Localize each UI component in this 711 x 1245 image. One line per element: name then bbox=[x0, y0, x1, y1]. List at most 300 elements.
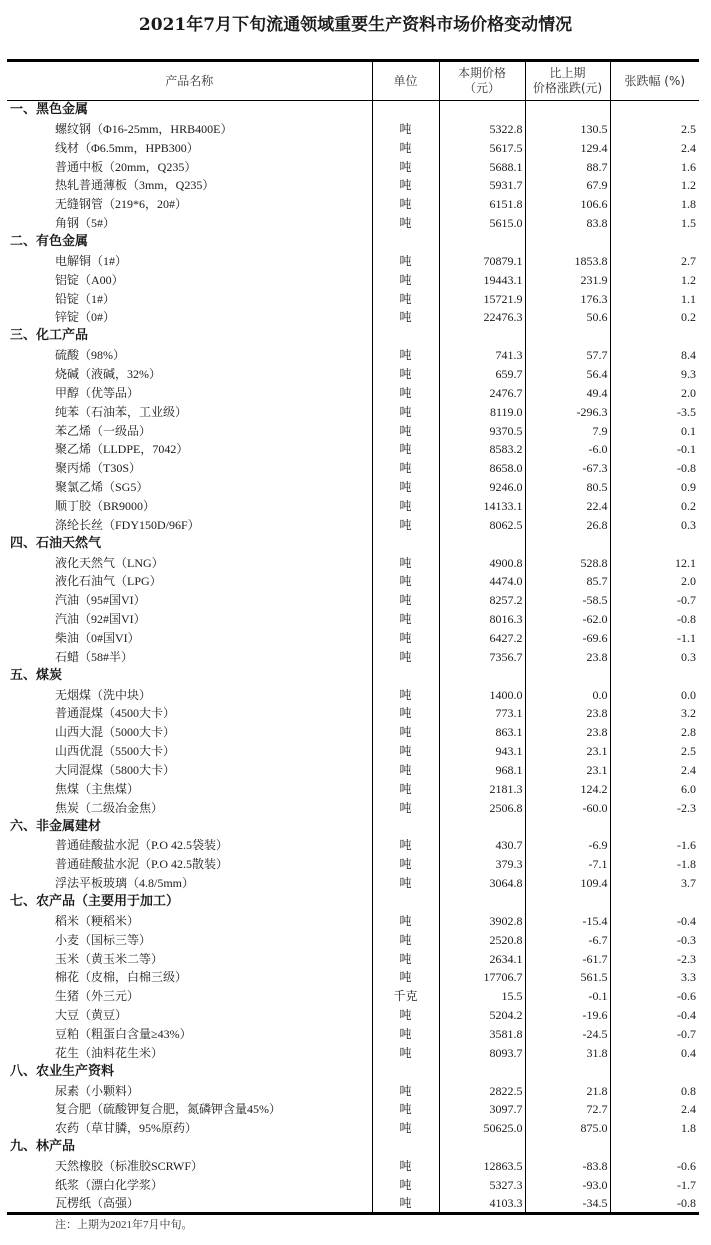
change-percent: 2.4 bbox=[610, 761, 699, 780]
price-change: 109.4 bbox=[525, 874, 610, 893]
unit: 吨 bbox=[372, 610, 439, 629]
unit: 吨 bbox=[372, 195, 439, 214]
price-change: 21.8 bbox=[525, 1081, 610, 1100]
unit: 吨 bbox=[372, 497, 439, 516]
table-row bbox=[7, 1157, 699, 1176]
price-change: -34.5 bbox=[525, 1194, 610, 1213]
current-price: 2181.3 bbox=[439, 779, 525, 798]
header-price-change bbox=[525, 61, 610, 101]
price-change: -62.0 bbox=[525, 610, 610, 629]
section-row bbox=[7, 327, 699, 346]
table-row bbox=[7, 629, 699, 648]
table-row bbox=[7, 685, 699, 704]
empty-cell bbox=[610, 1138, 699, 1157]
price-change: 231.9 bbox=[525, 270, 610, 289]
price-change: 26.8 bbox=[525, 515, 610, 534]
price-change: 83.8 bbox=[525, 214, 610, 233]
table-row bbox=[7, 987, 699, 1006]
change-percent: -0.7 bbox=[610, 591, 699, 610]
product-name: 焦煤（主焦煤） bbox=[55, 781, 140, 796]
unit: 吨 bbox=[372, 459, 439, 478]
empty-cell bbox=[372, 233, 439, 252]
change-percent: -0.3 bbox=[610, 930, 699, 949]
unit: 吨 bbox=[372, 855, 439, 874]
empty-cell bbox=[439, 233, 525, 252]
product-name: 普通混煤（4500大卡） bbox=[55, 706, 176, 721]
product-name: 花生（油料花生米） bbox=[55, 1045, 164, 1060]
current-price: 8658.0 bbox=[439, 459, 525, 478]
price-change: 72.7 bbox=[525, 1100, 610, 1119]
product-name: 山西大混（5000大卡） bbox=[55, 725, 176, 740]
header-price-change-line2: 价格涨跌(元) bbox=[532, 81, 603, 95]
current-price: 3097.7 bbox=[439, 1100, 525, 1119]
change-percent: 1.8 bbox=[610, 1119, 699, 1138]
current-price: 8062.5 bbox=[439, 515, 525, 534]
unit: 吨 bbox=[372, 930, 439, 949]
table-row bbox=[7, 1194, 699, 1213]
table-row bbox=[7, 855, 699, 874]
section-title: 九、林产品 bbox=[10, 1139, 76, 1155]
unit: 吨 bbox=[372, 270, 439, 289]
price-change: 561.5 bbox=[525, 968, 610, 987]
price-change: 88.7 bbox=[525, 157, 610, 176]
price-change: 56.4 bbox=[525, 365, 610, 384]
product-name: 普通硅酸盐水泥（P.O 42.5散装） bbox=[55, 857, 229, 872]
unit: 吨 bbox=[372, 761, 439, 780]
unit: 吨 bbox=[372, 214, 439, 233]
section-row bbox=[7, 1138, 699, 1157]
unit: 吨 bbox=[372, 402, 439, 421]
change-percent: -0.1 bbox=[610, 440, 699, 459]
current-price: 8093.7 bbox=[439, 1043, 525, 1062]
table-row bbox=[7, 1175, 699, 1194]
unit: 吨 bbox=[372, 1119, 439, 1138]
price-change: -6.0 bbox=[525, 440, 610, 459]
page-title: 2021年7月下旬流通领域重要生产资料市场价格变动情况 bbox=[138, 15, 573, 35]
table-row bbox=[7, 1100, 699, 1119]
current-price: 8016.3 bbox=[439, 610, 525, 629]
product-name: 聚丙烯（T30S） bbox=[55, 461, 142, 476]
change-percent: 1.1 bbox=[610, 289, 699, 308]
price-change: -19.6 bbox=[525, 1006, 610, 1025]
table-row bbox=[7, 421, 699, 440]
empty-cell bbox=[372, 327, 439, 346]
unit: 吨 bbox=[372, 157, 439, 176]
price-change: 67.9 bbox=[525, 176, 610, 195]
header-product-name: 产品名称 bbox=[7, 61, 372, 101]
price-change: 23.8 bbox=[525, 647, 610, 666]
change-percent: 0.1 bbox=[610, 421, 699, 440]
unit: 吨 bbox=[372, 572, 439, 591]
current-price: 5204.2 bbox=[439, 1006, 525, 1025]
change-percent: 0.3 bbox=[610, 647, 699, 666]
unit: 吨 bbox=[372, 949, 439, 968]
change-percent: -1.6 bbox=[610, 836, 699, 855]
product-name: 顺丁胶（BR9000） bbox=[55, 498, 156, 513]
section-row bbox=[7, 534, 699, 553]
table-row bbox=[7, 402, 699, 421]
current-price: 4474.0 bbox=[439, 572, 525, 591]
empty-cell bbox=[610, 101, 699, 120]
price-change: -6.7 bbox=[525, 930, 610, 949]
table-row bbox=[7, 478, 699, 497]
change-percent: 1.2 bbox=[610, 176, 699, 195]
empty-cell bbox=[439, 666, 525, 685]
product-name: 生猪（外三元） bbox=[55, 989, 140, 1004]
current-price: 2476.7 bbox=[439, 383, 525, 402]
current-price: 4103.3 bbox=[439, 1194, 525, 1213]
change-percent: 0.0 bbox=[610, 685, 699, 704]
product-name: 棉花（皮棉，白棉三级） bbox=[55, 970, 188, 985]
change-percent: -0.4 bbox=[610, 1006, 699, 1025]
current-price: 7356.7 bbox=[439, 647, 525, 666]
unit: 吨 bbox=[372, 289, 439, 308]
change-percent: 8.4 bbox=[610, 346, 699, 365]
section-title: 三、化工产品 bbox=[10, 328, 89, 344]
price-change: -69.6 bbox=[525, 629, 610, 648]
unit: 吨 bbox=[372, 440, 439, 459]
current-price: 6151.8 bbox=[439, 195, 525, 214]
table-row bbox=[7, 270, 699, 289]
table-row bbox=[7, 214, 699, 233]
product-name: 普通中板（20mm，Q235） bbox=[55, 159, 197, 174]
empty-cell bbox=[525, 327, 610, 346]
unit: 吨 bbox=[372, 779, 439, 798]
current-price: 50625.0 bbox=[439, 1119, 525, 1138]
empty-cell bbox=[525, 817, 610, 836]
unit: 吨 bbox=[372, 1194, 439, 1213]
empty-cell bbox=[610, 817, 699, 836]
section-title: 五、煤炭 bbox=[10, 667, 63, 683]
current-price: 4900.8 bbox=[439, 553, 525, 572]
current-price: 70879.1 bbox=[439, 251, 525, 270]
price-change: -7.1 bbox=[525, 855, 610, 874]
table-row bbox=[7, 289, 699, 308]
current-price: 773.1 bbox=[439, 704, 525, 723]
current-price: 15.5 bbox=[439, 987, 525, 1006]
current-price: 3581.8 bbox=[439, 1025, 525, 1044]
current-price: 943.1 bbox=[439, 742, 525, 761]
price-change: -58.5 bbox=[525, 591, 610, 610]
unit: 吨 bbox=[372, 591, 439, 610]
price-change: -83.8 bbox=[525, 1157, 610, 1176]
section-row bbox=[7, 101, 699, 120]
change-percent: 1.8 bbox=[610, 195, 699, 214]
table-row bbox=[7, 1119, 699, 1138]
current-price: 6427.2 bbox=[439, 629, 525, 648]
unit: 吨 bbox=[372, 1025, 439, 1044]
change-percent: 3.2 bbox=[610, 704, 699, 723]
section-title: 八、农业生产资料 bbox=[10, 1063, 115, 1079]
unit: 吨 bbox=[372, 421, 439, 440]
product-name: 铝锭（A00） bbox=[55, 272, 124, 287]
table-row bbox=[7, 157, 699, 176]
current-price: 5327.3 bbox=[439, 1175, 525, 1194]
change-percent: 1.5 bbox=[610, 214, 699, 233]
unit: 吨 bbox=[372, 629, 439, 648]
empty-cell bbox=[525, 1138, 610, 1157]
change-percent: 0.3 bbox=[610, 515, 699, 534]
change-percent: -3.5 bbox=[610, 402, 699, 421]
empty-cell bbox=[439, 817, 525, 836]
price-change: 0.0 bbox=[525, 685, 610, 704]
empty-cell bbox=[372, 817, 439, 836]
table-row bbox=[7, 440, 699, 459]
current-price: 15721.9 bbox=[439, 289, 525, 308]
empty-cell bbox=[610, 233, 699, 252]
product-name: 普通硅酸盐水泥（P.O 42.5袋装） bbox=[55, 838, 229, 853]
product-name: 石蜡（58#半） bbox=[55, 649, 134, 664]
table-row bbox=[7, 346, 699, 365]
table-row bbox=[7, 497, 699, 516]
empty-cell bbox=[439, 327, 525, 346]
price-change: 528.8 bbox=[525, 553, 610, 572]
change-percent: 2.5 bbox=[610, 742, 699, 761]
table-row bbox=[7, 742, 699, 761]
product-name: 液化天然气（LNG） bbox=[55, 555, 164, 570]
change-percent: 3.3 bbox=[610, 968, 699, 987]
empty-cell bbox=[439, 534, 525, 553]
empty-cell bbox=[610, 893, 699, 912]
change-percent: 2.0 bbox=[610, 383, 699, 402]
header-change-percent: 张跌幅 (%) bbox=[610, 61, 699, 101]
table-row bbox=[7, 949, 699, 968]
product-name: 无烟煤（洗中块） bbox=[55, 687, 152, 702]
unit: 吨 bbox=[372, 478, 439, 497]
price-change: -60.0 bbox=[525, 798, 610, 817]
table-row bbox=[7, 383, 699, 402]
table-row bbox=[7, 761, 699, 780]
current-price: 5931.7 bbox=[439, 176, 525, 195]
product-name: 大豆（黄豆） bbox=[55, 1008, 128, 1023]
price-change: 23.1 bbox=[525, 742, 610, 761]
section-row bbox=[7, 893, 699, 912]
change-percent: 2.8 bbox=[610, 723, 699, 742]
price-change: 80.5 bbox=[525, 478, 610, 497]
change-percent: -0.8 bbox=[610, 459, 699, 478]
change-percent: 0.4 bbox=[610, 1043, 699, 1062]
product-name: 汽油（95#国VI） bbox=[55, 593, 146, 608]
unit: 吨 bbox=[372, 119, 439, 138]
product-name: 液化石油气（LPG） bbox=[55, 574, 162, 589]
change-percent: 2.0 bbox=[610, 572, 699, 591]
unit: 吨 bbox=[372, 308, 439, 327]
current-price: 8119.0 bbox=[439, 402, 525, 421]
header-price-change-line1: 比上期 bbox=[549, 66, 586, 80]
price-change: -93.0 bbox=[525, 1175, 610, 1194]
product-name: 线材（Φ6.5mm，HPB300） bbox=[55, 140, 199, 155]
empty-cell bbox=[372, 893, 439, 912]
section-title: 六、非金属建材 bbox=[10, 818, 102, 834]
table-row bbox=[7, 836, 699, 855]
table-row bbox=[7, 308, 699, 327]
current-price: 8583.2 bbox=[439, 440, 525, 459]
price-change: -61.7 bbox=[525, 949, 610, 968]
product-name: 小麦（国标三等） bbox=[55, 932, 152, 947]
change-percent: -0.6 bbox=[610, 1157, 699, 1176]
empty-cell bbox=[372, 666, 439, 685]
current-price: 741.3 bbox=[439, 346, 525, 365]
section-title: 二、有色金属 bbox=[10, 233, 89, 249]
section-title: 七、农产品（主要用于加工） bbox=[10, 894, 180, 910]
empty-cell bbox=[610, 1062, 699, 1081]
change-percent: 1.2 bbox=[610, 270, 699, 289]
table-row bbox=[7, 911, 699, 930]
current-price: 659.7 bbox=[439, 365, 525, 384]
product-name: 稻米（粳稻米） bbox=[55, 913, 140, 928]
change-percent: 12.1 bbox=[610, 553, 699, 572]
unit: 吨 bbox=[372, 874, 439, 893]
unit: 吨 bbox=[372, 1175, 439, 1194]
unit: 吨 bbox=[372, 723, 439, 742]
change-percent: -0.8 bbox=[610, 1194, 699, 1213]
unit: 吨 bbox=[372, 176, 439, 195]
empty-cell bbox=[372, 1062, 439, 1081]
change-percent: 0.2 bbox=[610, 497, 699, 516]
product-name: 柴油（0#国VI） bbox=[55, 630, 140, 645]
empty-cell bbox=[439, 1138, 525, 1157]
price-change: 106.6 bbox=[525, 195, 610, 214]
current-price: 5615.0 bbox=[439, 214, 525, 233]
table-row bbox=[7, 572, 699, 591]
price-change: 7.9 bbox=[525, 421, 610, 440]
section-title: 四、石油天然气 bbox=[10, 535, 102, 551]
change-percent: -0.7 bbox=[610, 1025, 699, 1044]
unit: 吨 bbox=[372, 383, 439, 402]
empty-cell bbox=[372, 534, 439, 553]
price-change: 23.8 bbox=[525, 723, 610, 742]
current-price: 12863.5 bbox=[439, 1157, 525, 1176]
price-change: 49.4 bbox=[525, 383, 610, 402]
table-row bbox=[7, 1025, 699, 1044]
product-name: 涤纶长丝（FDY150D/96F） bbox=[55, 517, 200, 532]
table-row bbox=[7, 930, 699, 949]
empty-cell bbox=[372, 101, 439, 120]
change-percent: -0.6 bbox=[610, 987, 699, 1006]
product-name: 角钢（5#） bbox=[55, 216, 116, 231]
current-price: 2506.8 bbox=[439, 798, 525, 817]
table-row bbox=[7, 591, 699, 610]
empty-cell bbox=[525, 101, 610, 120]
current-price: 5322.8 bbox=[439, 119, 525, 138]
table-row bbox=[7, 704, 699, 723]
unit: 吨 bbox=[372, 836, 439, 855]
unit: 吨 bbox=[372, 647, 439, 666]
header-current-price-line2: （元） bbox=[463, 81, 500, 95]
product-name: 热轧普通薄板（3mm，Q235） bbox=[55, 178, 215, 193]
current-price: 2822.5 bbox=[439, 1081, 525, 1100]
current-price: 5688.1 bbox=[439, 157, 525, 176]
product-name: 复合肥（硫酸钾复合肥，氮磷钾含量45%） bbox=[55, 1102, 281, 1117]
unit: 吨 bbox=[372, 1081, 439, 1100]
price-change: 130.5 bbox=[525, 119, 610, 138]
price-change: 57.7 bbox=[525, 346, 610, 365]
empty-cell bbox=[525, 666, 610, 685]
price-change: 1853.8 bbox=[525, 251, 610, 270]
empty-cell bbox=[525, 233, 610, 252]
product-name: 纸浆（漂白化学浆） bbox=[55, 1177, 164, 1192]
price-change: 129.4 bbox=[525, 138, 610, 157]
table-row bbox=[7, 138, 699, 157]
price-change: -0.1 bbox=[525, 987, 610, 1006]
current-price: 3064.8 bbox=[439, 874, 525, 893]
price-change: -67.3 bbox=[525, 459, 610, 478]
unit: 千克 bbox=[372, 987, 439, 1006]
product-name: 无缝钢管（219*6，20#） bbox=[55, 197, 188, 212]
change-percent: 0.2 bbox=[610, 308, 699, 327]
change-percent: 2.4 bbox=[610, 1100, 699, 1119]
empty-cell bbox=[372, 1138, 439, 1157]
price-change: 875.0 bbox=[525, 1119, 610, 1138]
footnote: 注：上期为2021年7月中旬。 bbox=[55, 1219, 193, 1231]
unit: 吨 bbox=[372, 553, 439, 572]
product-name: 玉米（黄玉米二等） bbox=[55, 951, 164, 966]
table-row bbox=[7, 459, 699, 478]
empty-cell bbox=[439, 101, 525, 120]
product-name: 天然橡胶（标准胶SCRWF） bbox=[55, 1159, 204, 1174]
current-price: 863.1 bbox=[439, 723, 525, 742]
product-name: 铅锭（1#） bbox=[55, 291, 116, 306]
current-price: 968.1 bbox=[439, 761, 525, 780]
unit: 吨 bbox=[372, 1043, 439, 1062]
product-name: 锌锭（0#） bbox=[55, 310, 116, 325]
table-header bbox=[7, 61, 699, 101]
change-percent: -2.3 bbox=[610, 949, 699, 968]
unit: 吨 bbox=[372, 346, 439, 365]
empty-cell bbox=[610, 534, 699, 553]
change-percent: 3.7 bbox=[610, 874, 699, 893]
product-name: 烧碱（液碱，32%） bbox=[55, 366, 161, 381]
table-row bbox=[7, 1081, 699, 1100]
table-row bbox=[7, 1043, 699, 1062]
table-row bbox=[7, 365, 699, 384]
current-price: 9370.5 bbox=[439, 421, 525, 440]
price-change: 124.2 bbox=[525, 779, 610, 798]
unit: 吨 bbox=[372, 1157, 439, 1176]
unit: 吨 bbox=[372, 704, 439, 723]
empty-cell bbox=[525, 534, 610, 553]
change-percent: -1.8 bbox=[610, 855, 699, 874]
current-price: 1400.0 bbox=[439, 685, 525, 704]
table-row bbox=[7, 779, 699, 798]
unit: 吨 bbox=[372, 1100, 439, 1119]
change-percent: 9.3 bbox=[610, 365, 699, 384]
change-percent: -1.7 bbox=[610, 1175, 699, 1194]
unit: 吨 bbox=[372, 365, 439, 384]
product-name: 大同混煤（5800大卡） bbox=[55, 763, 176, 777]
section-row bbox=[7, 233, 699, 252]
empty-cell bbox=[525, 1062, 610, 1081]
current-price: 2634.1 bbox=[439, 949, 525, 968]
table-row bbox=[7, 610, 699, 629]
current-price: 5617.5 bbox=[439, 138, 525, 157]
header-current-price bbox=[439, 61, 525, 101]
price-change: -15.4 bbox=[525, 911, 610, 930]
price-change: 23.1 bbox=[525, 761, 610, 780]
empty-cell bbox=[525, 893, 610, 912]
current-price: 9246.0 bbox=[439, 478, 525, 497]
product-name: 甲醇（优等品） bbox=[55, 385, 140, 400]
product-name: 瓦楞纸（高强） bbox=[7, 1194, 372, 1213]
table-row bbox=[7, 251, 699, 270]
table-row bbox=[7, 874, 699, 893]
price-table bbox=[7, 59, 699, 1215]
unit: 吨 bbox=[372, 138, 439, 157]
price-change: 50.6 bbox=[525, 308, 610, 327]
table-row bbox=[7, 723, 699, 742]
price-change: 22.4 bbox=[525, 497, 610, 516]
price-change: 85.7 bbox=[525, 572, 610, 591]
